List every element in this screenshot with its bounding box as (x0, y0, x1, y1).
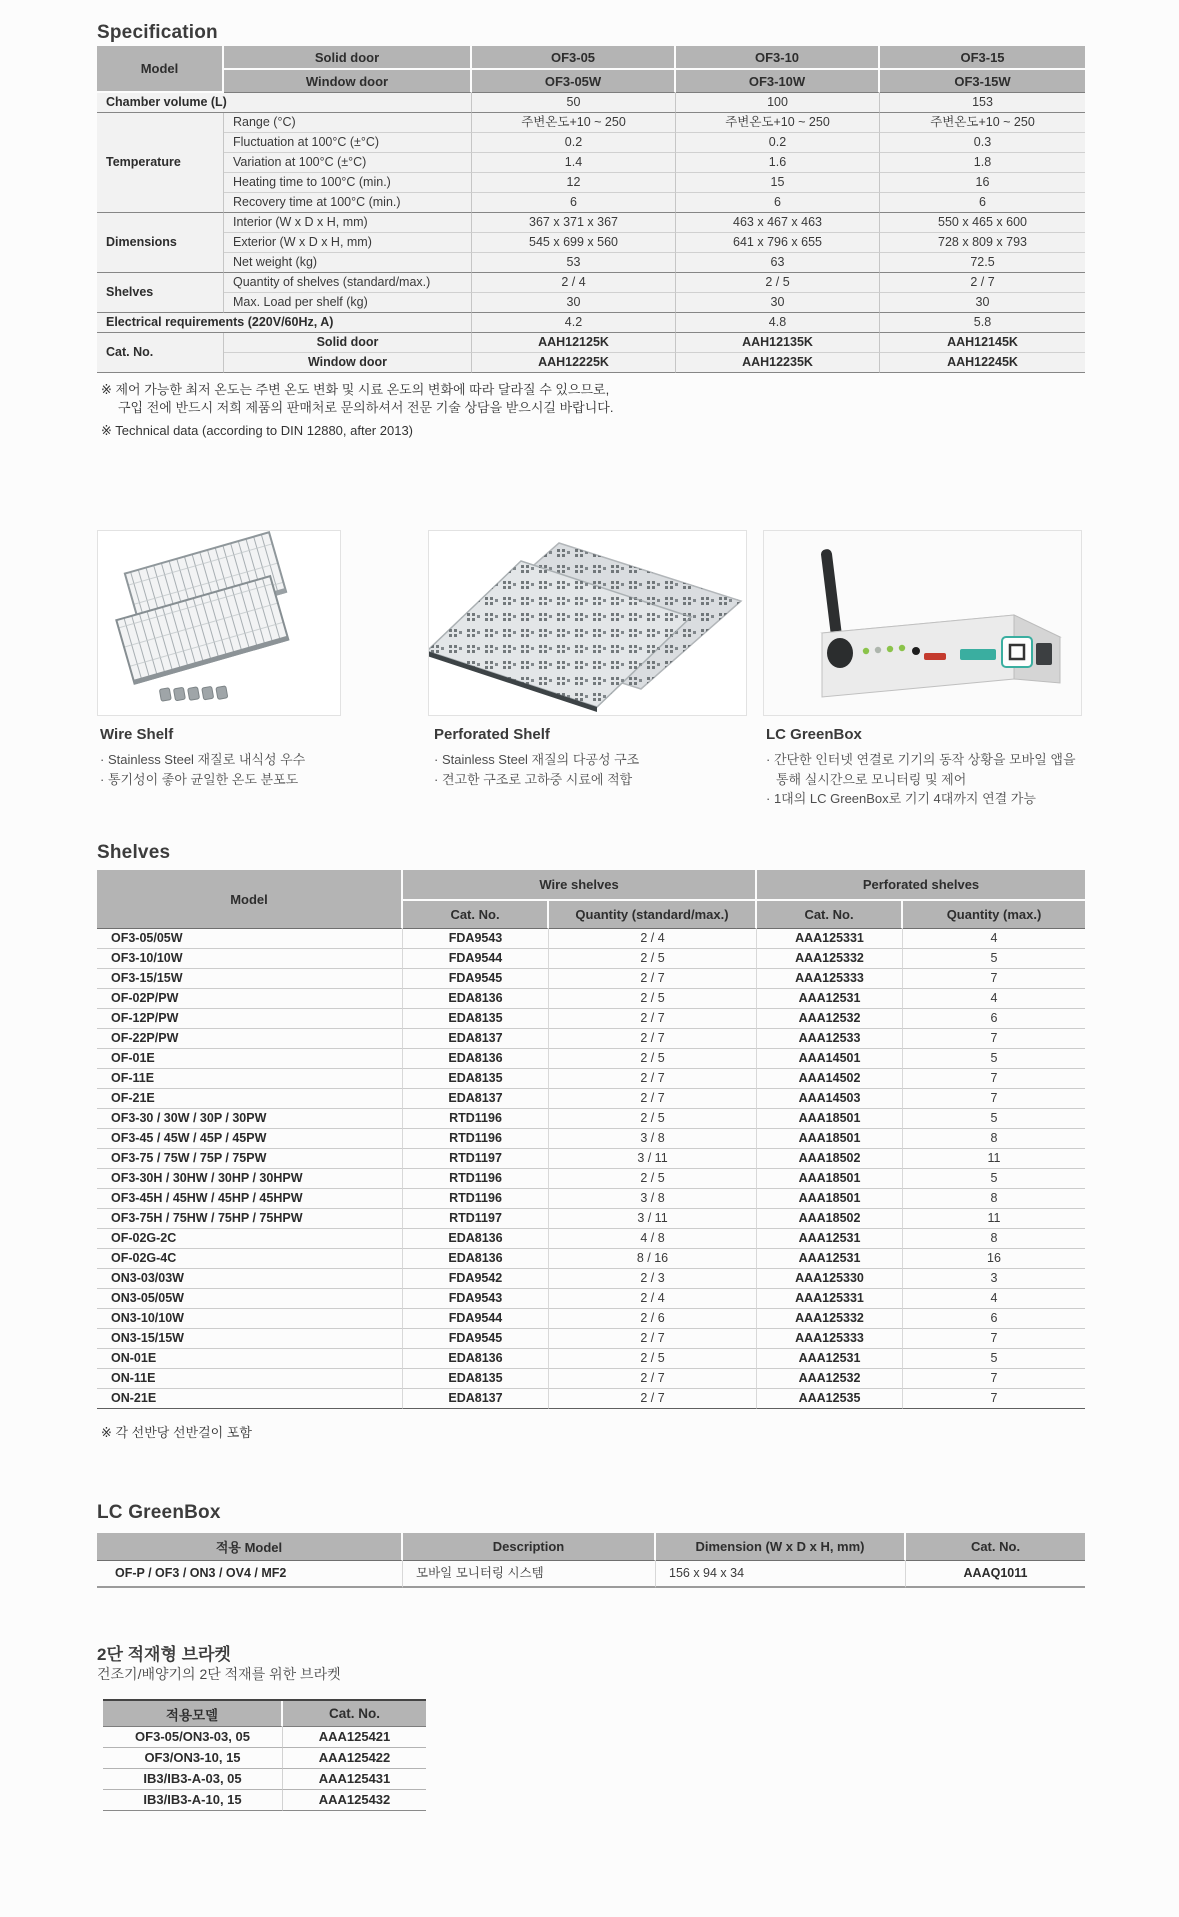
spec-value: 63 (676, 253, 880, 273)
wire-cat-no: EDA8136 (403, 1349, 549, 1369)
table-row (103, 1769, 426, 1790)
spec-value: 1.8 (880, 153, 1085, 173)
spec-sub-label: Net weight (kg) (224, 253, 472, 273)
bracket-table (103, 1699, 426, 1811)
shelf-model: OF-02G-2C (97, 1229, 403, 1249)
lc-greenbox-caption (766, 726, 1086, 809)
perf-quantity: 6 (903, 1309, 1085, 1329)
table-row (97, 1169, 1085, 1189)
perf-cat-no: AAA125331 (757, 929, 903, 949)
wire-cat-no: FDA9542 (403, 1269, 549, 1289)
perf-cat-no: AAA18501 (757, 1109, 903, 1129)
page-content (97, 0, 1085, 1917)
wire-cat-no: EDA8136 (403, 1049, 549, 1069)
spec-value: 6 (472, 193, 676, 213)
perf-cat-no: AAA14503 (757, 1089, 903, 1109)
wire-cat-no: RTD1196 (403, 1129, 549, 1149)
perf-cat-no: AAA12531 (757, 1249, 903, 1269)
perforated-shelf-title: Perforated Shelf (434, 726, 550, 743)
wire-quantity: 4 / 8 (549, 1229, 757, 1249)
bullet-line: · Stainless Steel 재질로 내식성 우수 (100, 752, 306, 767)
table-row (97, 1209, 1085, 1229)
spec-value: 주변온도+10 ~ 250 (472, 113, 676, 133)
perf-cat-no: AAA18502 (757, 1209, 903, 1229)
wire-quantity: 2 / 5 (549, 989, 757, 1009)
shelf-model: OF3-05/05W (97, 929, 403, 949)
table-row (97, 233, 1085, 253)
spec-catno-value: AAH12135K (676, 333, 880, 353)
spec-value: 2 / 7 (880, 273, 1085, 293)
perf-cat-no: AAA18501 (757, 1129, 903, 1149)
spec-sub-label: Variation at 100°C (±°C) (224, 153, 472, 173)
perf-quantity: 7 (903, 1089, 1085, 1109)
spec-value: 100 (676, 93, 880, 113)
table-row (97, 1189, 1085, 1209)
spec-sub-label: Exterior (W x D x H, mm) (224, 233, 472, 253)
wire-quantity: 2 / 5 (549, 1169, 757, 1189)
wire-shelf-caption (100, 726, 400, 789)
perf-quantity: 7 (903, 1389, 1085, 1409)
spec-catno-solid-label: Solid door (224, 333, 472, 353)
table-row (97, 989, 1085, 1009)
table-row (97, 313, 1085, 333)
perf-quantity: 5 (903, 1349, 1085, 1369)
shelves-section-title: Shelves (97, 842, 171, 863)
perf-quantity: 7 (903, 1069, 1085, 1089)
bracket-model: OF3/ON3-10, 15 (103, 1748, 283, 1769)
spec-value: 2 / 5 (676, 273, 880, 293)
wire-quantity: 3 / 11 (549, 1209, 757, 1229)
spec-value: 50 (472, 93, 676, 113)
wire-cat-no: EDA8135 (403, 1009, 549, 1029)
perf-quantity: 7 (903, 1029, 1085, 1049)
note-line: ※ Technical data (according to DIN 12880, after 2013) (101, 423, 413, 438)
table-row (97, 929, 1085, 949)
table-row (103, 1727, 426, 1748)
shelves-header-wire-cat: Cat. No. (403, 901, 549, 929)
wire-quantity: 2 / 5 (549, 1349, 757, 1369)
greenbox-cat-no: AAAQ1011 (906, 1561, 1085, 1588)
shelves-header-wire-qty: Quantity (standard/max.) (549, 901, 757, 929)
shelves-header-perf-qty: Quantity (max.) (903, 901, 1085, 929)
spec-value: 6 (880, 193, 1085, 213)
wire-quantity: 2 / 7 (549, 1009, 757, 1029)
greenbox-model: OF-P / OF3 / ON3 / OV4 / MF2 (97, 1561, 403, 1588)
wire-cat-no: EDA8136 (403, 989, 549, 1009)
perf-cat-no: AAA12535 (757, 1389, 903, 1409)
table-row (97, 1109, 1085, 1129)
spec-catno-value: AAH12225K (472, 353, 676, 373)
perf-cat-no: AAA125332 (757, 949, 903, 969)
spec-value: 545 x 699 x 560 (472, 233, 676, 253)
spec-catno-window-label: Window door (224, 353, 472, 373)
perf-cat-no: AAA18501 (757, 1189, 903, 1209)
table-row (97, 1561, 1085, 1588)
greenbox-header-row (97, 1533, 1085, 1561)
wire-cat-no: RTD1196 (403, 1109, 549, 1129)
spec-value: 주변온도+10 ~ 250 (880, 113, 1085, 133)
spec-catno-value: AAH12125K (472, 333, 676, 353)
shelf-model: OF-21E (97, 1089, 403, 1109)
perforated-shelf-photo (428, 530, 747, 716)
shelves-header-perforated: Perforated shelves (757, 870, 1085, 901)
wire-cat-no: EDA8137 (403, 1089, 549, 1109)
perf-cat-no: AAA14502 (757, 1069, 903, 1089)
spec-header-row-window (97, 70, 1085, 93)
wire-cat-no: EDA8135 (403, 1369, 549, 1389)
perf-cat-no: AAA125332 (757, 1309, 903, 1329)
perf-cat-no: AAA14501 (757, 1049, 903, 1069)
table-row (97, 353, 1085, 373)
table-row (97, 273, 1085, 293)
specification-title: Specification (97, 22, 218, 43)
spec-value: 30 (676, 293, 880, 313)
wire-quantity: 2 / 5 (549, 1049, 757, 1069)
shelf-model: OF3-45 / 45W / 45P / 45PW (97, 1129, 403, 1149)
bracket-model: IB3/IB3-A-03, 05 (103, 1769, 283, 1790)
table-row (97, 1269, 1085, 1289)
spec-catno-label: Cat. No. (97, 333, 224, 373)
spec-value: 0.2 (676, 133, 880, 153)
wire-cat-no: FDA9545 (403, 969, 549, 989)
perforated-shelf-caption (434, 726, 744, 789)
spec-sub-label: Interior (W x D x H, mm) (224, 213, 472, 233)
wire-cat-no: FDA9543 (403, 929, 549, 949)
spec-value: 1.6 (676, 153, 880, 173)
wire-shelf-photo (97, 530, 341, 716)
table-row (103, 1748, 426, 1769)
greenbox-header-model: 적용 Model (97, 1533, 403, 1561)
shelf-model: OF-01E (97, 1049, 403, 1069)
wire-quantity: 3 / 11 (549, 1149, 757, 1169)
table-row (97, 253, 1085, 273)
lc-greenbox-illustration (764, 531, 1081, 715)
perf-quantity: 8 (903, 1189, 1085, 1209)
spec-value: 72.5 (880, 253, 1085, 273)
perforated-shelf-illustration (429, 531, 746, 715)
bullet-line: · 통기성이 좋아 균일한 온도 분포도 (100, 771, 299, 787)
perf-cat-no: AAA125333 (757, 1329, 903, 1349)
shelf-model: OF3-30 / 30W / 30P / 30PW (97, 1109, 403, 1129)
spec-catno-value: AAH12245K (880, 353, 1085, 373)
shelf-model: OF3-30H / 30HW / 30HP / 30HPW (97, 1169, 403, 1189)
greenbox-header-cat: Cat. No. (906, 1533, 1085, 1561)
spec-value: 4.2 (472, 313, 676, 333)
perf-cat-no: AAA18501 (757, 1169, 903, 1189)
bracket-header-model: 적용모델 (103, 1701, 283, 1727)
spec-catno-value: AAH12235K (676, 353, 880, 373)
spec-value: 0.3 (880, 133, 1085, 153)
greenbox-section-title: LC GreenBox (97, 1502, 221, 1523)
spec-value: 12 (472, 173, 676, 193)
table-row (97, 193, 1085, 213)
shelf-model: ON3-10/10W (97, 1309, 403, 1329)
spec-value: 463 x 467 x 463 (676, 213, 880, 233)
spec-sub-label: Fluctuation at 100°C (±°C) (224, 133, 472, 153)
spec-catno-value: AAH12145K (880, 333, 1085, 353)
wire-quantity: 8 / 16 (549, 1249, 757, 1269)
shelf-model: OF-02P/PW (97, 989, 403, 1009)
wire-cat-no: FDA9544 (403, 949, 549, 969)
bracket-cat-no: AAA125432 (283, 1790, 426, 1811)
wire-quantity: 2 / 7 (549, 1329, 757, 1349)
wire-quantity: 2 / 4 (549, 1289, 757, 1309)
wire-cat-no: FDA9544 (403, 1309, 549, 1329)
shelf-model: OF-12P/PW (97, 1009, 403, 1029)
perf-quantity: 3 (903, 1269, 1085, 1289)
spec-header-of3-05: OF3-05 (472, 46, 676, 70)
wire-quantity: 2 / 7 (549, 1369, 757, 1389)
wire-quantity: 2 / 7 (549, 1089, 757, 1109)
greenbox-dimension: 156 x 94 x 34 (656, 1561, 906, 1588)
greenbox-header-dimension: Dimension (W x D x H, mm) (656, 1533, 906, 1561)
spec-value: 641 x 796 x 655 (676, 233, 880, 253)
table-row (97, 969, 1085, 989)
shelves-note: ※ 각 선반당 선반걸이 포함 (101, 1425, 252, 1440)
spec-value: 6 (676, 193, 880, 213)
greenbox-header-description: Description (403, 1533, 656, 1561)
table-row (97, 93, 1085, 113)
table-row (97, 1149, 1085, 1169)
wire-cat-no: EDA8135 (403, 1069, 549, 1089)
table-row (97, 293, 1085, 313)
spec-sub-label: Heating time to 100°C (min.) (224, 173, 472, 193)
perf-quantity: 16 (903, 1249, 1085, 1269)
shelves-header-perf-cat: Cat. No. (757, 901, 903, 929)
spec-value: 1.4 (472, 153, 676, 173)
spec-header-of3-05w: OF3-05W (472, 70, 676, 93)
shelves-header-row-1 (97, 870, 1085, 901)
shelf-model: ON3-05/05W (97, 1289, 403, 1309)
spec-value: 367 x 371 x 367 (472, 213, 676, 233)
bracket-cat-no: AAA125422 (283, 1748, 426, 1769)
wire-shelf-title: Wire Shelf (100, 726, 174, 743)
shelves-header-wire: Wire shelves (403, 870, 757, 901)
bracket-cat-no: AAA125421 (283, 1727, 426, 1748)
spec-header-row-solid (97, 46, 1085, 70)
table-row (97, 133, 1085, 153)
spec-shelves-label: Shelves (97, 273, 224, 313)
wire-cat-no: FDA9545 (403, 1329, 549, 1349)
wire-cat-no: FDA9543 (403, 1289, 549, 1309)
table-row (97, 1329, 1085, 1349)
table-row (97, 153, 1085, 173)
table-row (97, 1229, 1085, 1249)
spec-sub-label: Quantity of shelves (standard/max.) (224, 273, 472, 293)
spec-sub-label: Recovery time at 100°C (min.) (224, 193, 472, 213)
spec-electrical-label: Electrical requirements (220V/60Hz, A) (97, 313, 472, 333)
shelf-model: ON3-03/03W (97, 1269, 403, 1289)
wire-cat-no: EDA8137 (403, 1389, 549, 1409)
table-row (97, 1389, 1085, 1409)
perf-quantity: 7 (903, 1369, 1085, 1389)
wire-quantity: 2 / 4 (549, 929, 757, 949)
perf-cat-no: AAA12533 (757, 1029, 903, 1049)
perf-cat-no: AAA12531 (757, 1229, 903, 1249)
note-line: 구입 전에 반드시 저희 제품의 판매처로 문의하셔서 전문 기술 상담을 받으시길 바랍니다. (118, 400, 614, 415)
spec-chamber-label: Chamber volume (L) (97, 93, 472, 113)
note-line: ※ 제어 가능한 최저 온도는 주변 온도 변화 및 시료 온도의 변화에 따라 달라질 수 있으므로, (101, 382, 610, 397)
perf-quantity: 6 (903, 1009, 1085, 1029)
shelf-model: OF-22P/PW (97, 1029, 403, 1049)
perf-quantity: 7 (903, 1329, 1085, 1349)
spec-dimensions-label: Dimensions (97, 213, 224, 273)
table-row (103, 1790, 426, 1811)
wire-cat-no: EDA8137 (403, 1029, 549, 1049)
perf-cat-no: AAA125330 (757, 1269, 903, 1289)
greenbox-description: 모바일 모니터링 시스템 (403, 1561, 656, 1588)
wire-quantity: 3 / 8 (549, 1189, 757, 1209)
spec-header-of3-10: OF3-10 (676, 46, 880, 70)
table-row (97, 1029, 1085, 1049)
bracket-model: OF3-05/ON3-03, 05 (103, 1727, 283, 1748)
spec-header-window-door: Window door (224, 70, 472, 93)
spec-value: 4.8 (676, 313, 880, 333)
wire-cat-no: RTD1196 (403, 1169, 549, 1189)
spec-value: 16 (880, 173, 1085, 193)
spec-value: 0.2 (472, 133, 676, 153)
greenbox-table (97, 1533, 1085, 1588)
spec-sub-label: Max. Load per shelf (kg) (224, 293, 472, 313)
spec-header-of3-15: OF3-15 (880, 46, 1085, 70)
perf-quantity: 8 (903, 1129, 1085, 1149)
wire-quantity: 2 / 7 (549, 969, 757, 989)
table-row (97, 1249, 1085, 1269)
perf-quantity: 5 (903, 1109, 1085, 1129)
spec-header-solid-door: Solid door (224, 46, 472, 70)
shelf-model: OF3-10/10W (97, 949, 403, 969)
perf-cat-no: AAA125331 (757, 1289, 903, 1309)
shelf-model: ON-11E (97, 1369, 403, 1389)
table-row (97, 1369, 1085, 1389)
perf-quantity: 5 (903, 1169, 1085, 1189)
bracket-section-title: 2단 적재형 브라켓 (97, 1645, 231, 1664)
shelf-model: OF-02G-4C (97, 1249, 403, 1269)
wire-shelf-illustration (98, 531, 340, 715)
wire-cat-no: RTD1196 (403, 1189, 549, 1209)
bullet-line: · 1대의 LC GreenBox로 기기 4대까지 연결 가능 (766, 791, 1036, 806)
perf-quantity: 4 (903, 1289, 1085, 1309)
spec-value: 2 / 4 (472, 273, 676, 293)
perf-cat-no: AAA125333 (757, 969, 903, 989)
shelf-model: OF3-15/15W (97, 969, 403, 989)
table-row (97, 1349, 1085, 1369)
table-row (97, 173, 1085, 193)
shelf-model: ON-01E (97, 1349, 403, 1369)
wire-quantity: 2 / 3 (549, 1269, 757, 1289)
bracket-header-row (103, 1701, 426, 1727)
bullet-line: · 간단한 인터넷 연결로 기기의 동작 상황을 모바일 앱을 통해 실시간으로 모니터링 및 제어 (766, 752, 1076, 787)
table-row (97, 1049, 1085, 1069)
perf-quantity: 5 (903, 1049, 1085, 1069)
spec-header-of3-15w: OF3-15W (880, 70, 1085, 93)
spec-value: 153 (880, 93, 1085, 113)
perf-cat-no: AAA12532 (757, 1369, 903, 1389)
wire-cat-no: EDA8136 (403, 1249, 549, 1269)
table-row (97, 1069, 1085, 1089)
bracket-model: IB3/IB3-A-10, 15 (103, 1790, 283, 1811)
table-row (97, 1289, 1085, 1309)
table-row (97, 333, 1085, 353)
spec-value: 53 (472, 253, 676, 273)
table-row (97, 1009, 1085, 1029)
wire-cat-no: RTD1197 (403, 1149, 549, 1169)
shelf-model: OF3-75H / 75HW / 75HP / 75HPW (97, 1209, 403, 1229)
shelves-table (97, 870, 1085, 1409)
spec-value: 5.8 (880, 313, 1085, 333)
table-row (97, 1129, 1085, 1149)
specification-notes (101, 381, 613, 440)
perf-quantity: 11 (903, 1149, 1085, 1169)
spec-header-of3-10w: OF3-10W (676, 70, 880, 93)
table-row (97, 1309, 1085, 1329)
table-row (97, 949, 1085, 969)
wire-quantity: 2 / 5 (549, 1109, 757, 1129)
bullet-line: · Stainless Steel 재질의 다공성 구조 (434, 752, 640, 767)
perf-quantity: 8 (903, 1229, 1085, 1249)
bracket-header-cat: Cat. No. (283, 1701, 426, 1727)
perf-cat-no: AAA12531 (757, 1349, 903, 1369)
spec-value: 550 x 465 x 600 (880, 213, 1085, 233)
perf-quantity: 5 (903, 949, 1085, 969)
spec-value: 15 (676, 173, 880, 193)
shelf-model: OF3-75 / 75W / 75P / 75PW (97, 1149, 403, 1169)
shelf-model: OF-11E (97, 1069, 403, 1089)
specification-table (97, 46, 1085, 373)
wire-quantity: 3 / 8 (549, 1129, 757, 1149)
perf-quantity: 7 (903, 969, 1085, 989)
bullet-line: · 견고한 구조로 고하중 시료에 적합 (434, 771, 633, 787)
spec-header-model: Model (97, 46, 224, 93)
shelves-header-model: Model (97, 870, 403, 929)
table-row (97, 213, 1085, 233)
lc-greenbox-title: LC GreenBox (766, 726, 862, 743)
perf-cat-no: AAA12531 (757, 989, 903, 1009)
wire-quantity: 2 / 5 (549, 949, 757, 969)
perf-cat-no: AAA12532 (757, 1009, 903, 1029)
shelf-model: ON3-15/15W (97, 1329, 403, 1349)
table-row (97, 113, 1085, 133)
table-row (97, 1089, 1085, 1109)
shelf-model: OF3-45H / 45HW / 45HP / 45HPW (97, 1189, 403, 1209)
spec-value: 주변온도+10 ~ 250 (676, 113, 880, 133)
perf-quantity: 4 (903, 929, 1085, 949)
perf-quantity: 4 (903, 989, 1085, 1009)
spec-value: 30 (880, 293, 1085, 313)
spec-sub-label: Range (°C) (224, 113, 472, 133)
wire-quantity: 2 / 6 (549, 1309, 757, 1329)
wire-cat-no: RTD1197 (403, 1209, 549, 1229)
lc-greenbox-photo (763, 530, 1082, 716)
bracket-cat-no: AAA125431 (283, 1769, 426, 1790)
spec-value: 728 x 809 x 793 (880, 233, 1085, 253)
wire-quantity: 2 / 7 (549, 1069, 757, 1089)
perf-cat-no: AAA18502 (757, 1149, 903, 1169)
spec-temperature-label: Temperature (97, 113, 224, 213)
spec-value: 30 (472, 293, 676, 313)
shelf-model: ON-21E (97, 1389, 403, 1409)
wire-cat-no: EDA8136 (403, 1229, 549, 1249)
wire-quantity: 2 / 7 (549, 1389, 757, 1409)
bracket-section-subtitle: 건조기/배양기의 2단 적재를 위한 브라켓 (97, 1666, 341, 1682)
wire-quantity: 2 / 7 (549, 1029, 757, 1049)
perf-quantity: 11 (903, 1209, 1085, 1229)
